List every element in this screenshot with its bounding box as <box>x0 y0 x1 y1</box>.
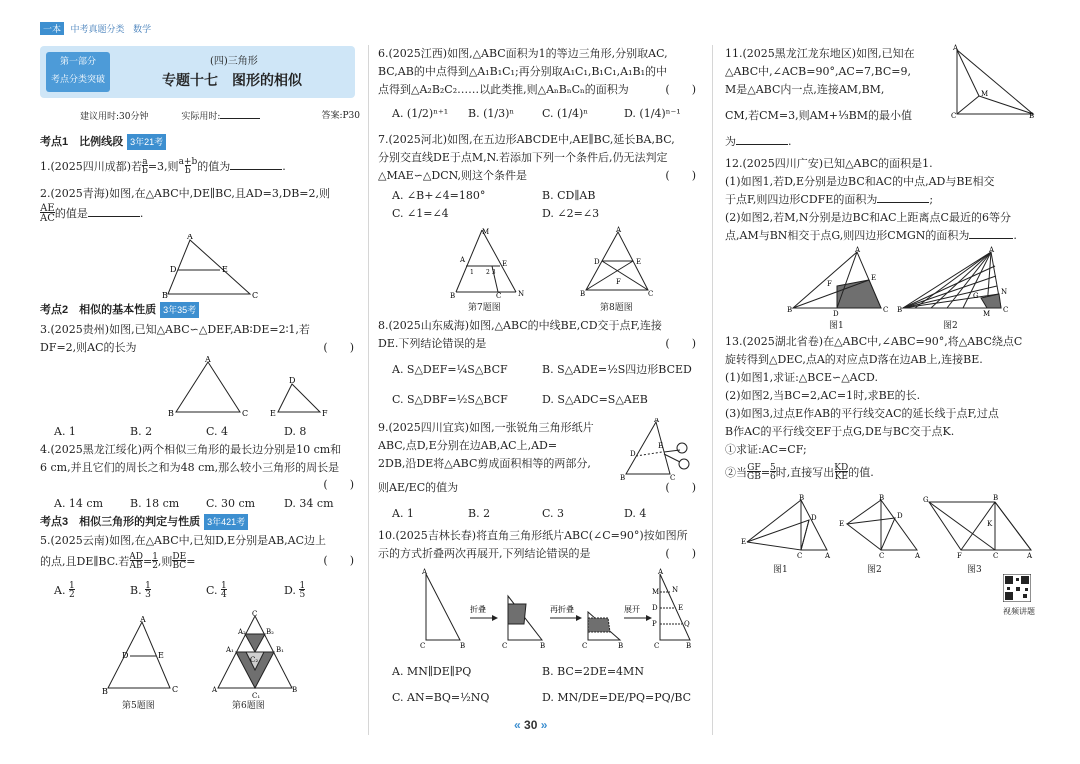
svg-text:C: C <box>879 552 885 560</box>
q5-frac1 <box>129 553 143 571</box>
svg-text:E: E <box>270 409 276 418</box>
page-title: 专题十七 图形的相似 <box>162 72 302 88</box>
q13-f1-den: GB <box>747 472 761 482</box>
q3-opt-d[interactable]: D. 8 <box>284 425 307 438</box>
q12-line4: (2)如图2,若M,N分别是边BC和AC上距离点C最近的6等分 <box>725 211 1011 224</box>
q5-opt-d-num: 1 <box>299 581 306 591</box>
suggest-time: 建议用时:30分钟 <box>80 112 149 122</box>
part-label: 第一部分 <box>59 56 96 66</box>
q1-f1-den: b <box>142 166 148 176</box>
svg-text:A: A <box>915 552 921 560</box>
svg-text:A: A <box>212 686 218 694</box>
part-sub: 考点分类突破 <box>50 74 105 84</box>
svg-text:N: N <box>518 290 525 298</box>
q9-line4 <box>378 480 698 496</box>
q13-f2-num: 5 <box>770 463 776 473</box>
q2-figure <box>160 234 300 300</box>
q13-l8b: = <box>760 466 771 479</box>
q13-l8d: 的值. <box>848 466 874 479</box>
q11-blank <box>736 134 788 145</box>
svg-text:B₂: B₂ <box>266 628 274 636</box>
svg-text:B: B <box>620 474 626 482</box>
q1: 1.(2025四川成都)若$\frac{a}{b}=3$,则$\frac{a+b}{b}$的值为 . <box>40 157 286 176</box>
header-crumb: 中考真题分类 <box>70 24 125 34</box>
svg-text:D: D <box>811 514 817 522</box>
q4-opt-a[interactable]: A. 14 cm <box>54 497 104 510</box>
svg-text:K: K <box>987 520 993 528</box>
q3-opt-c[interactable]: C. 4 <box>206 425 229 438</box>
q3-line2 <box>40 340 356 356</box>
svg-text:G: G <box>923 496 929 504</box>
q7-line3-text: △MAE∽△DCN,则这个条件是 <box>378 169 528 182</box>
q6-opt-d[interactable]: D. (1/4)ⁿ⁻¹ <box>624 107 681 120</box>
q5-opt-c-frac <box>221 582 227 600</box>
svg-text:C: C <box>648 290 654 298</box>
q13-line7: ①求证:AC=CF; <box>725 443 807 456</box>
page-number <box>514 718 547 732</box>
q5-h-den: 2 <box>152 561 158 571</box>
svg-text:E: E <box>502 260 508 268</box>
q4-opt-b[interactable]: B. 18 cm <box>130 497 180 510</box>
svg-text:B: B <box>993 494 999 502</box>
q10-line2-text: 示的方式折叠两次再展开,下列结论错误的是 <box>378 547 591 560</box>
q5-opt-a-num: 1 <box>68 581 75 591</box>
header-subject: 数学 <box>133 24 152 34</box>
q9-figure <box>618 418 698 482</box>
svg-text:E: E <box>678 604 684 612</box>
kp1-label: 考点1 比例线段 <box>40 136 124 148</box>
q1-frac2 <box>179 158 198 176</box>
q13-frac1 <box>747 464 761 482</box>
kp3-label: 考点3 相似三角形的判定与性质 <box>40 516 201 528</box>
divider-2 <box>712 45 713 735</box>
q1-f2-num: a+b <box>178 157 198 167</box>
svg-text:C: C <box>993 552 999 560</box>
svg-text:B: B <box>618 642 624 650</box>
svg-text:C₁: C₁ <box>252 692 261 698</box>
q2-blank <box>88 206 140 217</box>
svg-text:E: E <box>741 538 747 546</box>
q6-paren: ( ) <box>665 83 696 96</box>
q5-frac2 <box>172 553 186 571</box>
q3-paren: ( ) <box>323 341 354 354</box>
q3-figure <box>130 356 330 420</box>
q6-opt-c[interactable]: C. (1/4)ⁿ <box>542 107 589 120</box>
q11-line5: 为 . <box>725 135 792 148</box>
q10-step1: 折叠 <box>470 605 486 614</box>
fig5-caption: 第5题图 <box>122 701 155 711</box>
q5-l2c: ,则 <box>157 555 173 568</box>
kp3-tag: 3年421考 <box>204 514 248 530</box>
svg-text:P: P <box>652 620 657 628</box>
q3-line1: 3.(2025贵州)如图,已知△ABC∽△DEF,AB∶DE=2∶1,若 <box>40 323 310 336</box>
q1-f1-num: a <box>142 157 148 167</box>
svg-text:C: C <box>242 409 249 418</box>
q4-paren: ( ) <box>323 478 354 491</box>
q12-line5: 点,AM与BN相交于点G,则四边形CMGN的面积为 . <box>725 229 1017 242</box>
svg-text:A: A <box>187 234 193 241</box>
svg-text:M: M <box>981 90 989 98</box>
answer-ref: 答案:P30 <box>321 111 360 121</box>
svg-text:C: C <box>951 112 957 120</box>
q13-fig3 <box>921 494 1037 560</box>
svg-text:A: A <box>140 616 146 624</box>
q5-figure <box>100 616 180 696</box>
q7-opt-c[interactable]: C. ∠1=∠4 <box>392 207 449 220</box>
qr-code-icon[interactable] <box>1003 574 1031 602</box>
kp1-tag: 3年21考 <box>127 134 166 150</box>
svg-text:C: C <box>654 642 660 650</box>
fig6-caption: 第6题图 <box>232 701 265 711</box>
svg-text:G: G <box>973 292 979 300</box>
q7-line2: 分别交直线DE于点M,N.若添加下列一个条件后,仍无法判定 <box>378 151 668 164</box>
svg-text:E: E <box>658 442 664 450</box>
svg-text:C: C <box>582 642 588 650</box>
svg-text:A: A <box>953 44 959 52</box>
svg-text:B: B <box>1029 112 1035 120</box>
q10-opt-b[interactable]: B. BC=2DE=4MN <box>542 665 644 678</box>
svg-text:D: D <box>289 376 296 385</box>
svg-text:D: D <box>170 265 177 274</box>
svg-text:B: B <box>162 291 168 300</box>
svg-text:A: A <box>825 552 831 560</box>
q13-l8c: 时,直接写出 <box>775 466 835 479</box>
q2-line1: 2.(2025青海)如图,在△ABC中,DE∥BC,且AD=3,DB=2,则 <box>40 187 331 200</box>
q13-frac3 <box>834 464 848 482</box>
q13-f3-num: KD <box>834 463 849 473</box>
q9-opt-d[interactable]: D. 4 <box>624 507 647 520</box>
q6-opt-b[interactable]: B. (1/3)ⁿ <box>468 107 515 120</box>
q5-opt-b-num: 1 <box>145 581 151 591</box>
q8-line2-text: DE.下列结论错误的是 <box>378 337 487 350</box>
svg-text:C₂: C₂ <box>250 656 259 664</box>
svg-text:B: B <box>168 409 174 418</box>
svg-text:A: A <box>422 568 428 576</box>
svg-text:B: B <box>102 687 108 696</box>
q9-line1: 9.(2025四川宜宾)如图,一张锐角三角形纸片 <box>378 421 594 434</box>
q10-step2: 再折叠 <box>550 605 574 614</box>
q9-opt-b[interactable]: B. 2 <box>468 507 491 520</box>
q9-line3: 2DB,沿DE将△ABC剪成面积相等的两部分, <box>378 457 591 470</box>
svg-text:B₁: B₁ <box>276 646 284 654</box>
svg-text:A: A <box>855 246 861 254</box>
q8-line2 <box>378 336 698 352</box>
q1-text-a: 1.(2025四川成都)若 <box>40 160 143 173</box>
q10-opt-a[interactable]: A. MN∥DE∥PQ <box>392 665 472 678</box>
q11-line5-text: 为 <box>725 135 736 148</box>
svg-text:A: A <box>616 226 622 234</box>
q5-l2a: 的点,且DE∥BC.若 <box>40 555 130 568</box>
q10-opt-c[interactable]: C. AN=BQ=½NQ <box>392 691 490 704</box>
q9-paren: ( ) <box>665 481 696 494</box>
svg-text:C: C <box>883 306 889 314</box>
q8-opt-d[interactable]: D. S△ADC=S△AEB <box>542 393 648 406</box>
q12-line5-text: 点,AM与BN相交于点G,则四边形CMGN的面积为 <box>725 229 970 242</box>
svg-text:B: B <box>580 290 586 298</box>
svg-text:A: A <box>460 256 466 264</box>
header-tag: 一本 <box>40 22 64 35</box>
kp2-label: 考点2 相似的基本性质 <box>40 304 157 316</box>
svg-text:B: B <box>460 642 466 650</box>
q10-figure <box>414 568 694 650</box>
svg-text:C: C <box>252 610 258 618</box>
q7-paren: ( ) <box>665 169 696 182</box>
q13-l8a: ②当 <box>725 466 747 479</box>
q12-fig2 <box>895 246 1015 316</box>
svg-text:F: F <box>616 278 621 286</box>
q1-text-c: 的值为 <box>197 160 231 173</box>
q2-frac <box>40 204 55 224</box>
svg-text:N: N <box>1001 288 1008 296</box>
svg-text:D: D <box>594 258 600 266</box>
chevron-left-icon: « <box>514 718 521 732</box>
q6-line2: BC,AB的中点得到△A₁B₁C₁;再分别取A₁C₁,B₁C₁,A₁B₁的中 <box>378 65 668 78</box>
q7-line1: 7.(2025河北)如图,在五边形ABCDE中,AE∥BC,延长BA,BC, <box>378 133 675 146</box>
q13-fig3-caption: 图3 <box>967 565 982 575</box>
column-2 <box>378 0 703 764</box>
svg-text:A: A <box>658 568 664 576</box>
q5-opt-b-den: 3 <box>145 590 151 600</box>
q13-fig2 <box>835 494 927 560</box>
qr-caption: 视频讲题 <box>1003 607 1035 616</box>
svg-text:B: B <box>540 642 546 650</box>
q6-line3 <box>378 82 698 98</box>
kp3 <box>40 514 248 530</box>
q6-line1: 6.(2025江西)如图,△ABC面积为1的等边三角形,分别取AC, <box>378 47 668 60</box>
q5-opt-d-frac <box>299 582 305 600</box>
svg-text:C: C <box>420 642 426 650</box>
svg-text:M: M <box>652 588 660 596</box>
q7-opt-d[interactable]: D. ∠2=∠3 <box>542 207 600 220</box>
svg-text:B: B <box>787 306 793 314</box>
q5-opt-a-frac <box>69 582 75 600</box>
q5-l2d: = <box>186 555 196 568</box>
q4-opt-d[interactable]: D. 34 cm <box>284 497 334 510</box>
q4-opt-c[interactable]: C. 30 cm <box>206 497 256 510</box>
q4-line2: 6 cm,并且它们的周长之和为48 cm,那么较小三角形的周长是 <box>40 461 340 474</box>
q5-opt-a[interactable] <box>54 582 75 600</box>
q13-line6: B作AC的平行线交EF于点G,DE与BC交于点K. <box>725 425 955 438</box>
q11-line3: M是△ABC内一点,连接AM,BM, <box>725 83 885 96</box>
q5-opt-a-label: A. <box>54 584 66 597</box>
q13-line8 <box>725 464 874 482</box>
kp1 <box>40 134 166 150</box>
q12-line3: 于点F,则四边形CDFE的面积为 ; <box>725 193 934 206</box>
svg-text:C: C <box>496 292 502 298</box>
svg-text:N: N <box>672 586 679 594</box>
svg-text:M: M <box>983 310 991 316</box>
q5-f1-den: AB <box>129 561 143 571</box>
fig7-caption: 第7题图 <box>468 303 501 313</box>
q6-opt-a[interactable]: A. (1/2)ⁿ⁺¹ <box>392 107 449 120</box>
column-3 <box>725 0 1040 764</box>
q12-line3-text: 于点F,则四边形CDFE的面积为 <box>725 193 878 206</box>
q3-opt-b[interactable]: B. 2 <box>130 425 153 438</box>
q5-line1: 5.(2025云南)如图,在△ABC中,已知D,E分别是AB,AC边上 <box>40 534 327 547</box>
q7-opt-a[interactable]: A. ∠B+∠4=180° <box>392 189 486 202</box>
q2-text-b: 的值是 <box>54 207 88 220</box>
q10-step3: 展开 <box>624 605 640 614</box>
q8-line1: 8.(2025山东威海)如图,△ABC的中线BE,CD交于点F,连接 <box>378 319 662 332</box>
q3-line2-text: DF=2,则AC的长为 <box>40 341 137 354</box>
svg-text:F: F <box>957 552 962 560</box>
q5-line2 <box>40 553 356 571</box>
q13-line5: (3)如图3,过点E作AB的平行线交AC的延长线于点F,过点 <box>725 407 999 420</box>
q10-line2 <box>378 546 698 562</box>
q5-f2-den: BC <box>172 561 187 571</box>
q9-opt-a[interactable]: A. 1 <box>392 507 414 520</box>
q5-opt-b-frac <box>145 582 151 600</box>
q6-figure <box>210 610 300 698</box>
q13-f3-den: KE <box>834 472 848 482</box>
q11-line2: △ABC中,∠ACB=90°,AC=7,BC=9, <box>725 65 911 78</box>
q9-opt-c[interactable]: C. 3 <box>542 507 565 520</box>
svg-text:E: E <box>871 274 877 282</box>
svg-text:C: C <box>252 291 259 300</box>
svg-text:A: A <box>205 356 211 364</box>
svg-text:E: E <box>839 520 845 528</box>
q5-h-num: 1 <box>152 552 158 562</box>
q1-text-b: =3,则 <box>147 160 179 173</box>
svg-text:F: F <box>827 280 832 288</box>
divider-1 <box>368 45 369 735</box>
q12-blank2 <box>969 228 1013 239</box>
chevron-right-icon: » <box>540 718 548 732</box>
svg-text:D: D <box>122 651 129 660</box>
q12-fig1-caption: 图1 <box>829 321 844 331</box>
q4-line1: 4.(2025黑龙江绥化)两个相似三角形的最长边分别是10 cm和 <box>40 443 342 456</box>
q7-line3 <box>378 168 698 184</box>
column-1 <box>40 0 360 764</box>
q12-blank1 <box>877 192 929 203</box>
q2-f-den: AC <box>40 213 55 224</box>
svg-text:2 3: 2 3 <box>486 269 496 276</box>
q3-opt-a[interactable]: A. 1 <box>54 425 76 438</box>
q5-f2-num: DE <box>172 552 187 562</box>
q5-opt-b-label: B. <box>130 584 142 597</box>
svg-text:B: B <box>686 642 692 650</box>
q5-opt-c-label: C. <box>206 584 218 597</box>
svg-text:C: C <box>502 642 508 650</box>
q10-paren: ( ) <box>665 547 696 560</box>
svg-text:B: B <box>292 686 298 694</box>
svg-text:D: D <box>652 604 658 612</box>
q8-figure <box>578 226 658 298</box>
svg-text:B: B <box>897 306 903 314</box>
svg-text:A₂: A₂ <box>238 628 246 636</box>
q13-fig2-caption: 图2 <box>867 565 882 575</box>
q5-l2b: = <box>142 555 153 568</box>
q5-opt-d-den: 5 <box>299 590 306 600</box>
svg-text:D: D <box>833 310 839 316</box>
q13-line4: (2)如图2,当BC=2,AC=1时,求BE的长. <box>725 389 921 402</box>
q7-opt-b[interactable]: B. CD∥AB <box>542 189 596 202</box>
svg-text:1: 1 <box>470 269 474 276</box>
svg-text:C: C <box>797 552 803 560</box>
svg-text:B: B <box>799 494 805 502</box>
svg-text:C: C <box>670 474 676 482</box>
kp2 <box>40 302 199 318</box>
svg-text:D: D <box>630 450 636 458</box>
q5-opt-d-label: D. <box>284 584 296 597</box>
q13-line2: 旋转得到△DEC,点A的对应点D落在边AB上,连接BE. <box>725 353 983 366</box>
q5-opt-c-den: 4 <box>221 590 227 600</box>
q8-opt-a[interactable]: A. S△DEF=¼S△BCF <box>392 363 508 376</box>
svg-text:Q: Q <box>684 620 690 628</box>
svg-text:E: E <box>158 651 164 660</box>
q5-opt-a-den: 2 <box>68 590 75 600</box>
q8-opt-b[interactable]: B. S△ADE=½S四边形BCED <box>542 363 692 376</box>
actual-time: 实际用时: <box>181 112 221 122</box>
q8-opt-c[interactable]: C. S△DBF=½S△BCF <box>392 393 508 406</box>
kp2-tag: 3年35考 <box>160 302 199 318</box>
svg-text:D: D <box>897 512 903 520</box>
svg-text:A₁: A₁ <box>226 646 234 654</box>
svg-text:M: M <box>482 228 490 236</box>
q10-opt-d[interactable]: D. MN/DE=DE/PQ=PQ/BC <box>542 691 692 704</box>
q13-line3: (1)如图1,求证:△BCE∽△ACD. <box>725 371 878 384</box>
q5-paren: ( ) <box>323 554 354 567</box>
q12-fig1 <box>785 246 895 316</box>
q8-paren: ( ) <box>665 337 696 350</box>
q10-line1: 10.(2025吉林长春)将直角三角形纸片ABC(∠C=90°)按如图所 <box>378 529 688 542</box>
svg-text:F: F <box>322 409 328 418</box>
fig8-caption: 第8题图 <box>600 303 633 313</box>
q5-f1-num: AD <box>129 552 143 562</box>
q2-line2: $\frac{AE}{AC}$的值是 . <box>40 203 144 224</box>
q9-line4-text: 则AE/EC的值为 <box>378 481 459 494</box>
page-number-value: 30 <box>524 718 538 732</box>
svg-text:A: A <box>654 418 660 424</box>
section-label: (四)三角形 <box>210 56 258 67</box>
q11-figure <box>949 44 1039 120</box>
svg-text:C: C <box>1003 306 1009 314</box>
q13-fig1-caption: 图1 <box>773 565 788 575</box>
q5-opt-c-num: 1 <box>221 581 227 591</box>
q6-line3-text: 点得到△A₂B₂C₂……以此类推,则△AₙBₙCₙ的面积为 <box>378 83 629 96</box>
svg-text:A: A <box>989 246 995 254</box>
svg-text:B: B <box>450 292 456 298</box>
q9-line2: ABC,点D,E分别在边AB,AC上,AD= <box>378 439 558 452</box>
q13-f1-num: GF <box>747 463 761 473</box>
q12-fig2-caption: 图2 <box>943 321 958 331</box>
q11-line1: 11.(2025黑龙江龙东地区)如图,已知在 <box>725 47 915 60</box>
q11-line4: CM,若CM=3,则AM+⅓BM的最小值 <box>725 109 912 122</box>
q12-line2: (1)如图1,若D,E分别是边BC和AC的中点,AD与BE相交 <box>725 175 995 188</box>
svg-text:E: E <box>636 258 642 266</box>
q5-opt-d[interactable] <box>284 582 305 600</box>
q1-blank <box>230 159 282 170</box>
svg-text:A: A <box>1027 552 1033 560</box>
svg-text:B: B <box>879 494 885 502</box>
q13-fig1 <box>739 494 831 560</box>
svg-text:C: C <box>172 685 179 694</box>
q12-line1: 12.(2025四川广安)已知△ABC的面积是1. <box>725 157 933 170</box>
q13-f2-den: 6 <box>770 472 776 482</box>
q5-opt-c[interactable] <box>206 582 227 600</box>
q2-f-num: AE <box>40 203 55 214</box>
q1-f2-den: b <box>185 166 191 176</box>
q13-line1: 13.(2025湖北省卷)在△ABC中,∠ABC=90°,将△ABC绕点C <box>725 335 1023 348</box>
q5-opt-b[interactable] <box>130 582 151 600</box>
q7-figure <box>448 226 528 298</box>
svg-text:E: E <box>222 265 228 274</box>
